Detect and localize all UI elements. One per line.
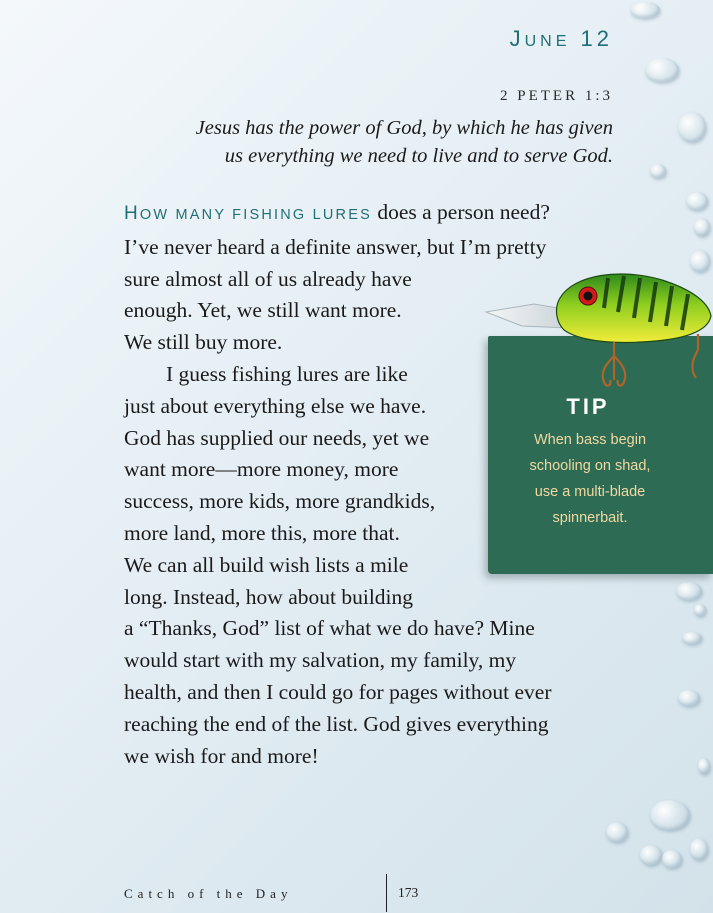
- body-line: success, more kids, more grandkids,: [124, 489, 436, 514]
- tip-line: spinnerbait.: [552, 510, 628, 526]
- water-drop-icon: [606, 822, 628, 842]
- fishing-lure-icon: [482, 268, 713, 392]
- body-line: long. Instead, how about building: [124, 584, 414, 609]
- body-line: We can all build wish lists a mile: [124, 552, 409, 577]
- body-line: enough. Yet, we still want more.: [124, 298, 402, 323]
- lead-in-initial: H: [124, 203, 140, 224]
- lead-line-rest: does a person need?: [371, 200, 550, 224]
- body-line: [124, 197, 624, 232]
- body-line: would start with my salvation, my family, my: [124, 648, 517, 673]
- body-line: We still buy more.: [124, 330, 283, 355]
- body-line: sure almost all of us already have: [124, 266, 412, 291]
- scripture-verse: [133, 114, 613, 170]
- devotional-date: JUNE 12: [509, 26, 613, 51]
- water-drop-icon: [630, 2, 660, 18]
- water-drop-icon: [682, 632, 702, 644]
- water-drop-icon: [678, 112, 706, 142]
- tip-line: use a multi-blade: [534, 484, 646, 500]
- body-line: want more—more money, more: [124, 457, 399, 482]
- water-drop-icon: [650, 800, 690, 830]
- date-small-caps: UNE: [524, 33, 571, 50]
- water-drop-icon: [686, 192, 708, 210]
- body-line: God has supplied our needs, yet we: [124, 425, 430, 450]
- lead-in-phrase: HOW MANY FISHING LURES: [124, 203, 372, 224]
- water-drop-icon: [640, 845, 662, 865]
- verse-line: Jesus has the power of God, by which he has given: [195, 117, 613, 139]
- body-line: I guess fishing lures are like: [166, 361, 408, 386]
- tip-text: [500, 427, 680, 531]
- water-drop-icon: [676, 582, 702, 600]
- verse-line: us everything we need to live and to serve God.: [224, 145, 613, 167]
- tip-title: TIP: [566, 394, 610, 419]
- body-line: a “Thanks, God” list of what we do have? Mine: [124, 616, 535, 641]
- water-drop-icon: [690, 838, 708, 860]
- page-number: 173: [398, 885, 419, 900]
- water-drop-icon: [678, 690, 700, 706]
- body-line: more land, more this, more that.: [124, 520, 400, 545]
- body-line: health, and then I could go for pages without ever: [124, 679, 552, 704]
- scripture-reference: 2 PETER 1:3: [499, 88, 613, 104]
- body-line: we wish for and more!: [124, 743, 319, 768]
- water-drop-icon: [694, 604, 706, 616]
- body-line: reaching the end of the list. God gives everything: [124, 711, 549, 736]
- footer-divider: [386, 874, 387, 912]
- water-drop-icon: [662, 850, 682, 868]
- body-line: just about everything else we have.: [124, 393, 427, 418]
- water-drop-icon: [694, 218, 710, 236]
- water-drop-icon: [645, 58, 679, 82]
- tip-line: When bass begin: [533, 432, 647, 448]
- body-line: I’ve never heard a definite answer, but I’m pretty: [124, 234, 547, 259]
- tip-line: schooling on shad,: [529, 458, 651, 474]
- water-drop-icon: [650, 164, 666, 178]
- water-drop-icon: [698, 758, 710, 774]
- footer-book-title: Catch of the Day: [124, 886, 293, 901]
